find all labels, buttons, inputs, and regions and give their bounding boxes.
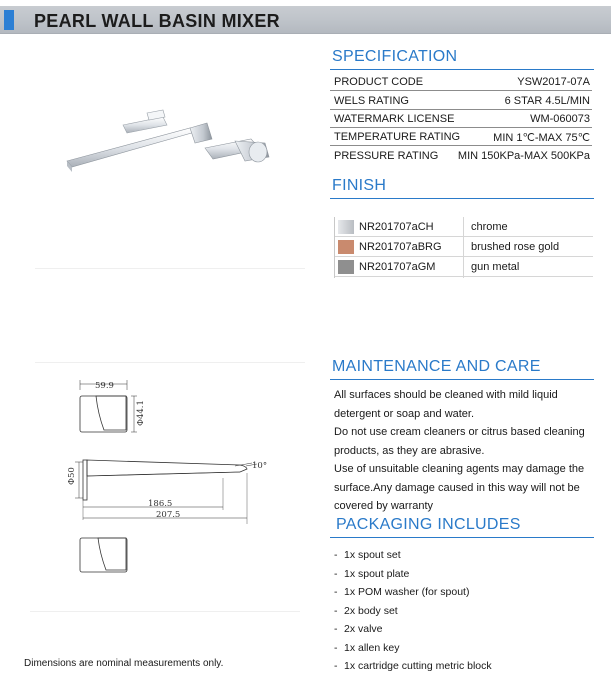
- finish-row-chrome: [335, 217, 593, 237]
- divider: [30, 611, 300, 612]
- title-accent: [4, 10, 14, 30]
- spec-label: PRESSURE RATING: [334, 150, 439, 162]
- spec-divider: [330, 109, 592, 110]
- spec-value: YSW2017-07A: [517, 76, 590, 88]
- spec-row-pressure-rating: [334, 150, 590, 168]
- packaging-heading: PACKAGING INCLUDES: [336, 516, 521, 533]
- list-item: - 1x spout plate: [334, 567, 410, 580]
- dim-angle-label: 10°: [252, 461, 268, 471]
- finish-code: NR201707aGM: [359, 261, 436, 273]
- spec-divider: [330, 127, 592, 128]
- finish-swatch: [338, 220, 354, 234]
- spec-label: WATERMARK LICENSE: [334, 113, 455, 125]
- maintenance-text: [334, 386, 596, 516]
- maintenance-heading: MAINTENANCE AND CARE: [332, 358, 541, 375]
- drawing-front-view: [80, 538, 127, 572]
- section-rule: [330, 537, 594, 538]
- title-bar: [0, 6, 611, 34]
- spec-row-product-code: [334, 76, 590, 94]
- finish-name: chrome: [471, 221, 508, 233]
- finish-code: NR201707aCH: [359, 221, 434, 233]
- maintenance-line: All surfaces should be cleaned with mild liquid: [334, 389, 558, 401]
- finish-name: gun metal: [471, 261, 520, 273]
- product-image: [55, 95, 285, 195]
- finish-swatch: [338, 240, 354, 254]
- list-item: - 1x cartridge cutting metric block: [334, 660, 492, 672]
- maintenance-line: Do not use cream cleaners or citrus based cleaning: [334, 426, 585, 438]
- page-title: PEARL WALL BASIN MIXER: [34, 11, 280, 31]
- divider: [35, 268, 305, 269]
- dimensions-note: Dimensions are nominal measurements only.: [24, 658, 224, 669]
- dim-spout-label: 186.5: [148, 499, 173, 509]
- list-item: - 1x allen key: [334, 641, 400, 654]
- maintenance-line: covered by warranty: [334, 500, 434, 512]
- section-rule: [330, 69, 594, 70]
- dim-diameter-label: Φ44.1: [136, 400, 146, 426]
- maintenance-line: Use of unsuitable cleaning agents may damage the: [334, 463, 585, 475]
- finish-swatch: [338, 260, 354, 274]
- specification-heading: SPECIFICATION: [332, 48, 458, 65]
- packaging-list: [334, 547, 594, 677]
- list-item: - 1x POM washer (for spout): [334, 586, 470, 598]
- maintenance-line: detergent or soap and water.: [334, 407, 475, 420]
- spec-value: 6 STAR 4.5L/MIN: [504, 95, 590, 107]
- spec-value: MIN 150KPa-MAX 500KPa: [457, 150, 590, 162]
- spec-value: WM-060073: [530, 113, 590, 125]
- list-item: - 2x body set: [334, 604, 398, 617]
- finish-code: NR201707aBRG: [359, 241, 442, 253]
- maintenance-line: products, as they are abrasive.: [334, 444, 485, 457]
- dim-width-label: 59.9: [95, 381, 114, 391]
- divider: [35, 362, 305, 363]
- spec-divider: [330, 90, 592, 91]
- finish-name: brushed rose gold: [471, 241, 560, 253]
- maintenance-line: surface.Any damage caused in this way will not be: [334, 481, 580, 494]
- spec-label: TEMPERATURE RATING: [334, 131, 461, 143]
- spec-label: PRODUCT CODE: [334, 76, 424, 88]
- spec-row-temperature-rating: [334, 131, 590, 149]
- section-rule: [330, 198, 594, 199]
- list-item: - 1x spout set: [334, 549, 401, 561]
- spec-value: MIN 1℃-MAX 75℃: [493, 132, 590, 144]
- dimension-drawing: [60, 370, 290, 590]
- dim-height-label: Φ50: [67, 467, 77, 485]
- list-item: - 2x valve: [334, 623, 383, 635]
- finish-heading: FINISH: [332, 177, 387, 194]
- finish-row-gun-metal: [335, 257, 593, 277]
- finish-table: [334, 217, 592, 278]
- spec-divider: [330, 145, 592, 146]
- dim-total-label: 207.5: [156, 510, 181, 520]
- spec-row-watermark-license: [334, 113, 590, 131]
- section-rule: [330, 379, 594, 380]
- spec-label: WELS RATING: [334, 95, 409, 107]
- spec-row-wels-rating: [334, 95, 590, 113]
- finish-row-rose-gold: [335, 237, 593, 257]
